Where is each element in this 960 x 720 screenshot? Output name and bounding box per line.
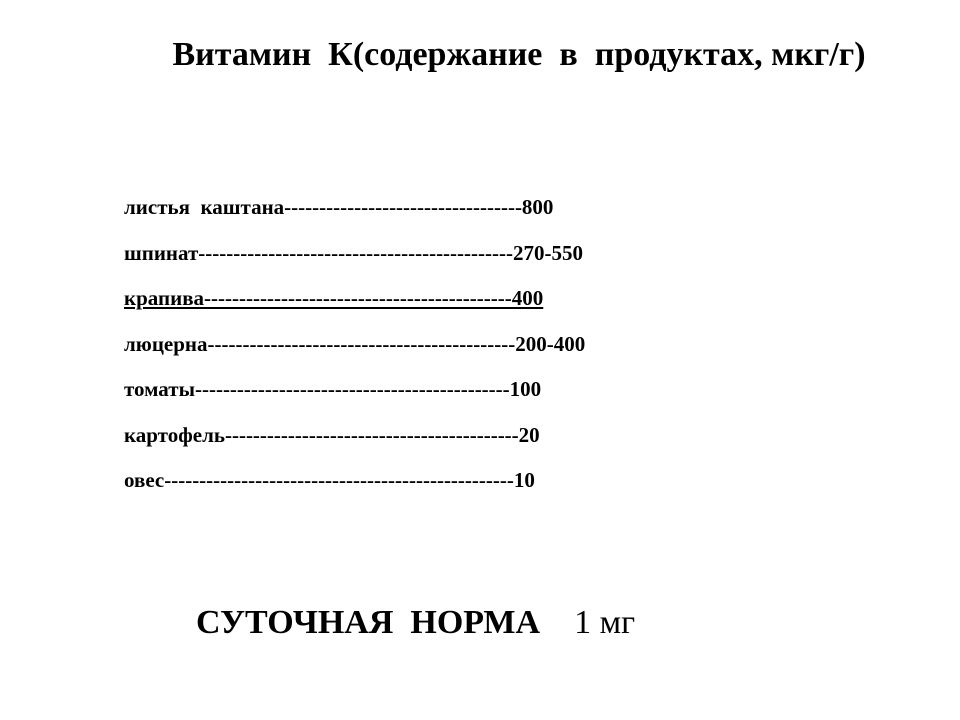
- daily-norm: [196, 604, 635, 642]
- list-item: овес--------------------------------------------------10: [124, 468, 535, 492]
- vitamin-k-content-list: [124, 192, 585, 511]
- daily-norm-label: СУТОЧНАЯ НОРМА: [196, 604, 541, 641]
- list-item: крапива--------------------------------------------400: [124, 286, 544, 310]
- daily-norm-value: 1 мг: [574, 604, 636, 641]
- slide-title: Витамин К(содержание в продуктах, мкг/г): [172, 36, 866, 73]
- list-item: люцерна--------------------------------------------200-400: [124, 331, 586, 356]
- list-item: картофель------------------------------------------20: [124, 422, 540, 447]
- list-item: томаты---------------------------------------------100: [124, 377, 542, 401]
- list-item: шпинат---------------------------------------------270-550: [124, 240, 583, 265]
- list-item: листья каштана----------------------------------800: [124, 195, 554, 219]
